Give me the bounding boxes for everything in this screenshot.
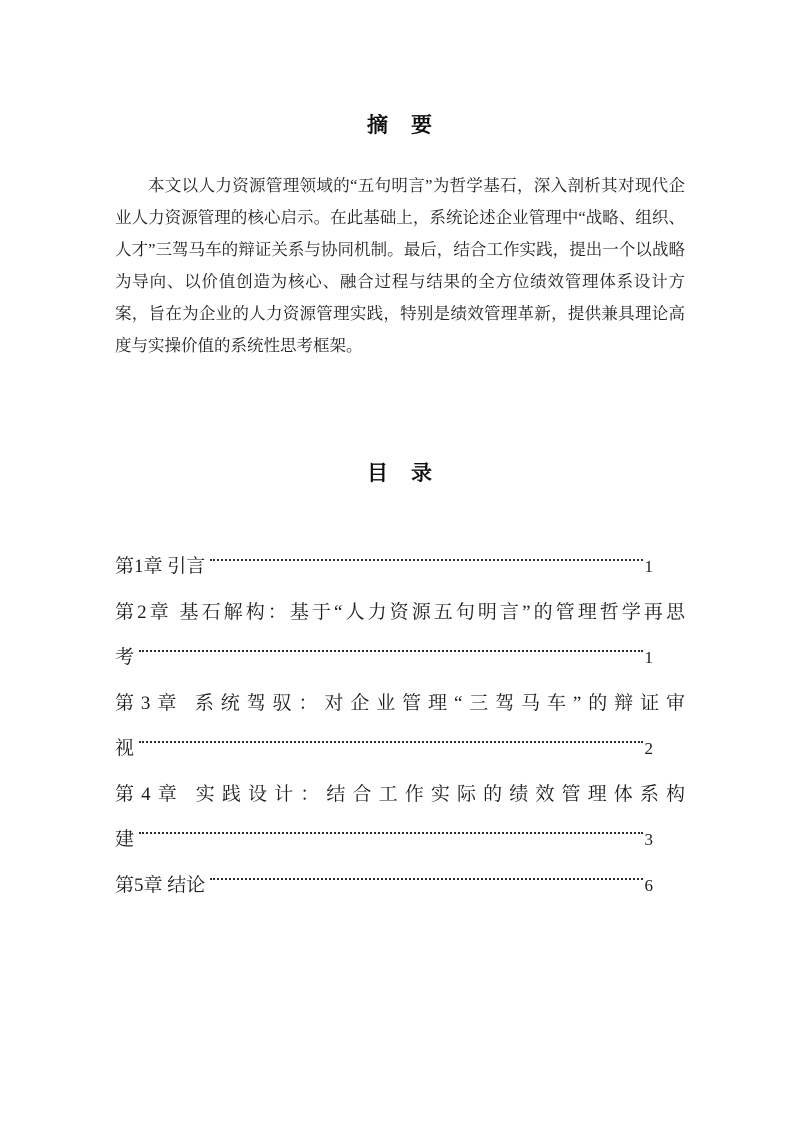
toc-entry[interactable] [115,863,685,909]
toc-page-number: 1 [644,557,653,576]
abstract-title: 摘 要 [367,113,433,137]
toc-entry-lastline [115,863,685,909]
toc-page-number: 3 [644,830,653,849]
abstract-paragraph: 本文以人力资源管理领域的“五句明言”为哲学基石，深入剖析其对现代企业人力资源管理的核心启示。在此基础上，系统论述企业管理中“战略、组织、人才”三驾马车的辩证关系与协同机制。最后，结合工作实践，提出一个以战略为导向、以价值创造为核心、融合过程与结果的全方位绩效管理体系设计方案，旨在为企业的人力资源管理实践，特别是绩效管理革新，提供兼具理论高度与实操价值的系统性思考框架。 [115,176,685,355]
toc-entry[interactable] [115,544,685,590]
toc-entry[interactable] [115,772,685,863]
toc-entry-lastline [115,544,685,590]
toc-page-number: 2 [644,739,653,758]
toc-entry-label: 第5章 结论 [115,874,206,896]
toc-entry[interactable] [115,590,685,681]
toc-entry-line: 第2章 基石解构：基于“人力资源五句明言”的管理哲学再思 [115,601,685,623]
toc-title: 目 录 [367,461,433,485]
toc-entry-line: 第3章 系统驾驭：对企业管理“三驾马车”的辩证审 [115,692,685,714]
toc-page-number: 1 [644,648,653,667]
toc-entry-label: 第1章 引言 [115,556,206,577]
toc-list [115,544,685,908]
toc-entry-lastline [115,635,685,681]
toc-entry-label: 考 [115,647,135,668]
toc-entry-lastline [115,817,685,863]
toc-entry-label: 建 [115,829,135,850]
toc-entry-label: 视 [115,738,135,759]
toc-entry[interactable] [115,681,685,772]
toc-entry-line: 第4章 实践设计：结合工作实际的绩效管理体系构 [115,783,685,805]
toc-page-number: 6 [644,875,653,895]
toc-entry-lastline [115,726,685,772]
